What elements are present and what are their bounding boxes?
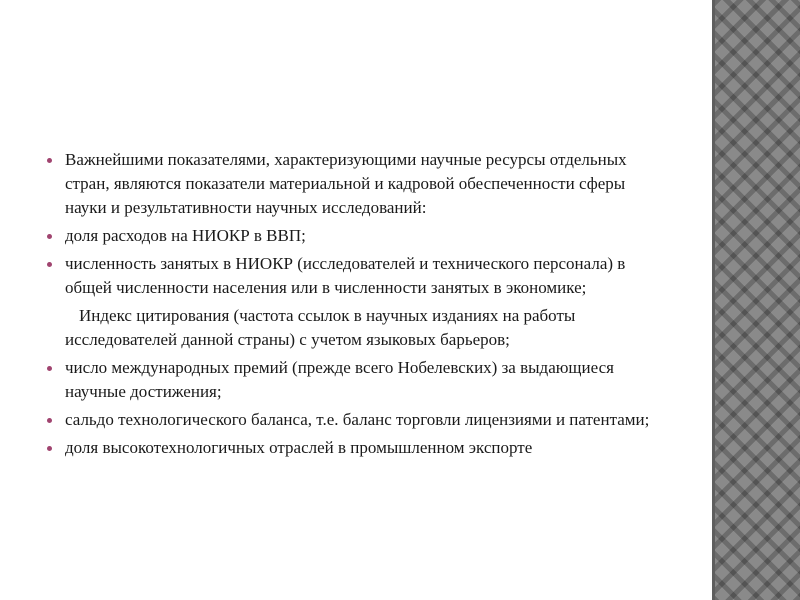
bullet-text: доля расходов на НИОКР в ВВП;	[65, 226, 306, 245]
bullet-item-hightech-exports	[45, 436, 665, 460]
slide-content	[45, 148, 665, 464]
bullet-item-main-indicators	[45, 148, 665, 220]
bullet-text: численность занятых в НИОКР (исследователей и технического персонала) в общей численности населения или в численности занятых в экономике;	[65, 254, 626, 297]
bullet-dot-icon	[47, 418, 52, 423]
bullet-dot-icon	[47, 446, 52, 451]
bullet-dot-icon	[47, 158, 52, 163]
bullet-item-prizes	[45, 356, 665, 404]
bullet-text: сальдо технологического баланса, т.е. баланс торговли лицензиями и патентами;	[65, 410, 650, 429]
bullet-text: Индекс цитирования (частота ссылок в научных изданиях на работы исследователей данной страны) с учетом языковых барьеров;	[65, 306, 576, 349]
bullet-dot-icon	[47, 366, 52, 371]
bullet-text: число международных премий (прежде всего Нобелевских) за выдающиеся научные достижения;	[65, 358, 614, 401]
bullet-item-citation-index	[45, 304, 665, 352]
bullet-dot-icon	[47, 262, 52, 267]
bullet-dot-icon	[47, 234, 52, 239]
bullet-item-rnd-employment	[45, 252, 665, 300]
bullet-list	[45, 148, 665, 460]
decorative-side-pattern	[712, 0, 800, 600]
bullet-text: Важнейшими показателями, характеризующими научные ресурсы отдельных стран, являются показатели материальной и кадровой обеспеченности сферы науки и результативности научных исследований:	[65, 150, 627, 217]
bullet-item-tech-balance	[45, 408, 665, 432]
bullet-item-rnd-gdp	[45, 224, 665, 248]
bullet-text: доля высокотехнологичных отраслей в промышленном экспорте	[65, 438, 533, 457]
